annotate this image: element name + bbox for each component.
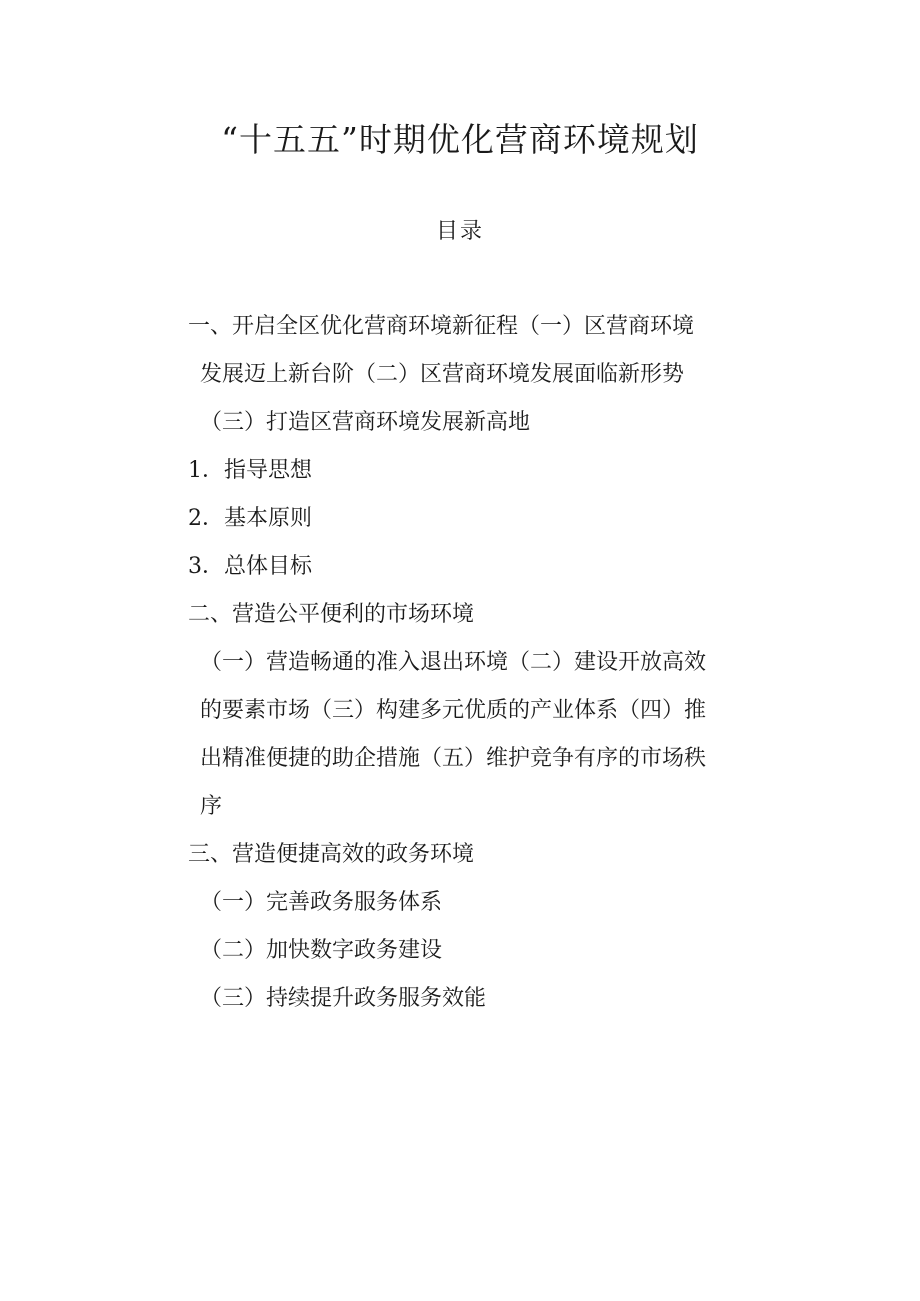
toc-line-3[interactable]: （三）打造区营商环境发展新高地	[200, 410, 531, 435]
toc-line-8[interactable]: （一）营造畅通的准入退出环境（二）建设开放高效	[200, 650, 707, 675]
toc-line-15[interactable]: （三）持续提升政务服务效能	[200, 986, 487, 1011]
toc-line-13[interactable]: （一）完善政务服务体系	[200, 890, 443, 915]
toc-line-4[interactable]: 1．指导思想	[188, 458, 312, 483]
toc-heading: 目录	[435, 219, 484, 244]
toc-line-6[interactable]: 3．总体目标	[188, 554, 312, 579]
toc-line-14[interactable]: （二）加快数字政务建设	[200, 938, 443, 963]
toc-line-7[interactable]: 二、营造公平便利的市场环境	[188, 602, 475, 627]
toc-line-1[interactable]: 一、开启全区优化营商环境新征程（一）区营商环境	[188, 314, 695, 339]
toc-line-12[interactable]: 三、营造便捷高效的政务环境	[188, 842, 475, 867]
toc-line-5[interactable]: 2．基本原则	[188, 506, 312, 531]
document-title: “十五五”时期优化营商环境规划	[221, 120, 699, 159]
toc-line-9[interactable]: 的要素市场（三）构建多元优质的产业体系（四）推	[200, 698, 707, 723]
toc-line-11[interactable]: 序	[200, 794, 223, 819]
toc-line-10[interactable]: 出精准便捷的助企措施（五）维护竞争有序的市场秩	[200, 746, 707, 771]
toc-line-2[interactable]: 发展迈上新台阶（二）区营商环境发展面临新形势	[200, 362, 685, 387]
